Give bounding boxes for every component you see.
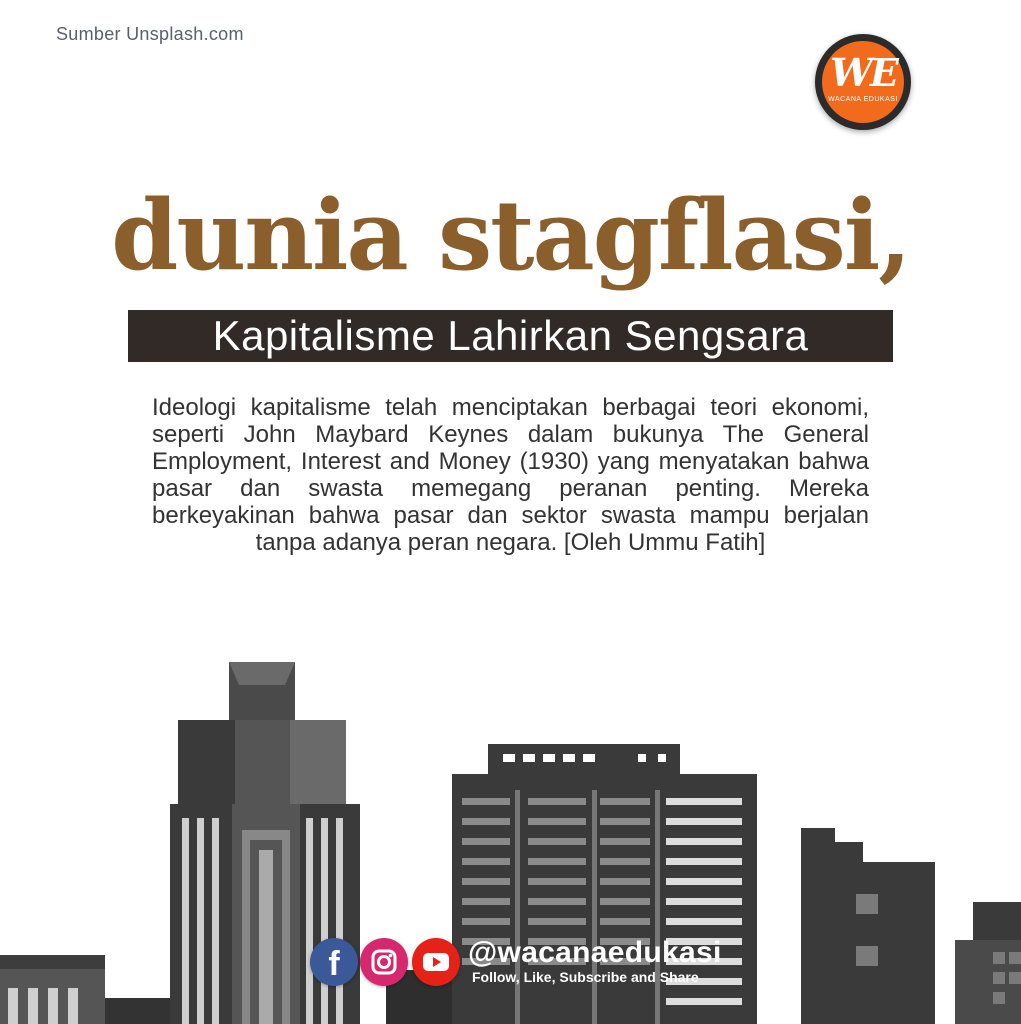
wacana-edukasi-logo (815, 34, 911, 130)
headline: dunia stagflasi, (111, 179, 910, 292)
article-body: Ideologi kapitalisme telah menciptakan berbagai teori ekonomi, seperti John Maybard Keynes dalam bukunya The General Employment, Interest and Money (1930) yang menyatakan bahwa pasar dan swasta memegang peranan penting. Mereka berkeyakinan bahwa pasar dan sektor swasta mampu berjalan tanpa adanya peran negara. [Oleh Ummu Fatih] (152, 394, 869, 556)
subheadline-bar (128, 310, 893, 362)
subheadline: Kapitalisme Lahirkan Sengsara (212, 312, 809, 359)
logo-subtitle: WACANA EDUKASI (828, 96, 898, 103)
logo-mark: WE (830, 50, 896, 95)
facebook-icon[interactable]: f (310, 938, 358, 986)
social-handle[interactable]: @wacanaedukasi (468, 936, 722, 969)
call-to-action: Follow, Like, Subscribe and Share (472, 969, 699, 985)
youtube-icon[interactable] (412, 938, 460, 986)
instagram-icon[interactable] (360, 938, 408, 986)
source-credit: Sumber Unsplash.com (56, 24, 244, 44)
